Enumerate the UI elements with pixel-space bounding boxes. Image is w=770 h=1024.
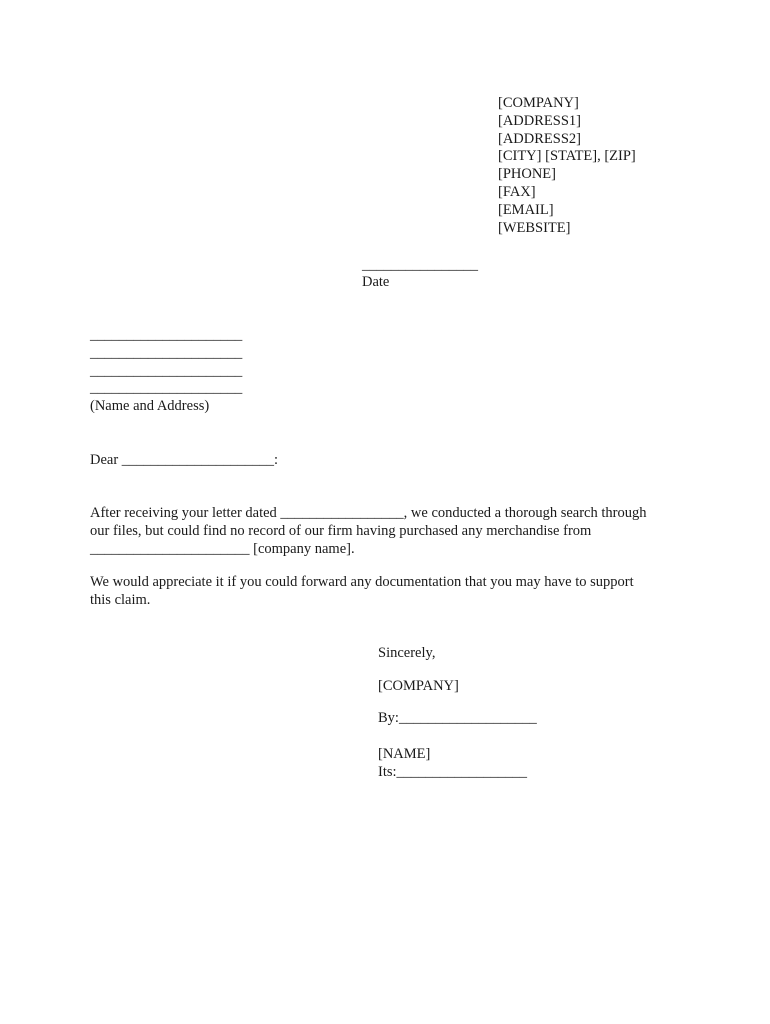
recipient-line-1: _____________________ bbox=[90, 327, 243, 343]
sender-email: [EMAIL] bbox=[498, 201, 554, 218]
body-paragraph-2 bbox=[90, 573, 690, 609]
closing-name: [NAME] bbox=[378, 746, 431, 762]
recipient-line-4: _____________________ bbox=[90, 380, 243, 397]
sender-address-block bbox=[498, 94, 636, 236]
paragraph-2-line-2: this claim. bbox=[90, 592, 151, 608]
sender-website: [WEBSITE] bbox=[498, 219, 571, 236]
salutation: Dear _____________________: bbox=[90, 452, 279, 468]
recipient-address-block bbox=[90, 326, 242, 415]
sender-company: [COMPANY] bbox=[498, 95, 579, 111]
sender-address2: [ADDRESS2] bbox=[498, 130, 581, 147]
sender-address1: [ADDRESS1] bbox=[498, 112, 581, 129]
paragraph-1-line-2: our files, but could find no record of our firm having purchased any merchandise from bbox=[90, 523, 592, 539]
date-label: Date bbox=[362, 274, 390, 290]
paragraph-1-line-1: After receiving your letter dated _________________, we conducted a thorough search through bbox=[90, 505, 647, 521]
sender-phone: [PHONE] bbox=[498, 166, 556, 183]
closing-sincerely: Sincerely, bbox=[378, 645, 436, 661]
recipient-line-2: _____________________ bbox=[90, 344, 243, 361]
body-paragraph-1 bbox=[90, 504, 690, 558]
recipient-label: (Name and Address) bbox=[90, 398, 210, 415]
closing-by-signature-line: By:___________________ bbox=[378, 710, 537, 726]
closing-company: [COMPANY] bbox=[378, 678, 459, 694]
paragraph-1-line-3: ______________________ [company name]. bbox=[90, 541, 355, 557]
sender-fax: [FAX] bbox=[498, 183, 536, 200]
date-blank: ________________ bbox=[362, 257, 478, 273]
recipient-line-3: _____________________ bbox=[90, 362, 243, 379]
closing-its-title-line: Its:__________________ bbox=[378, 764, 528, 780]
paragraph-2-line-1: We would appreciate it if you could forward any documentation that you may have to support bbox=[90, 574, 634, 590]
sender-city-state-zip: [CITY] [STATE], [ZIP] bbox=[498, 148, 636, 165]
